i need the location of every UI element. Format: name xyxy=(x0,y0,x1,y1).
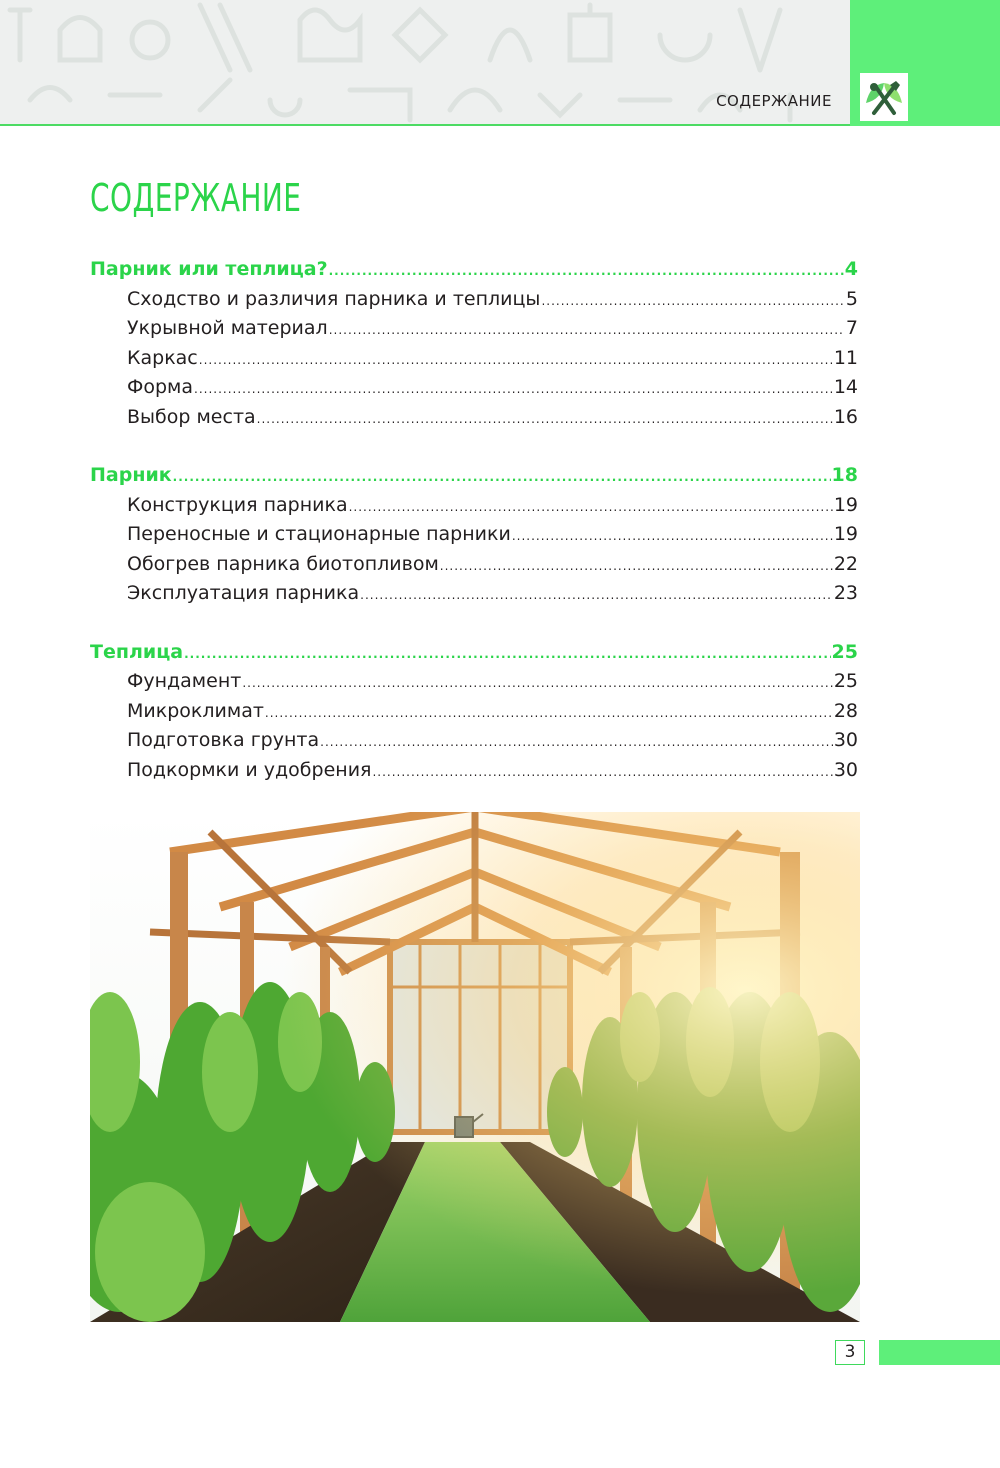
toc-heading[interactable] xyxy=(90,461,858,491)
toc-heading[interactable] xyxy=(90,638,858,668)
greenhouse-illustration xyxy=(90,812,860,1322)
toc-heading-page: 18 xyxy=(831,464,858,486)
toc-item-title: Выбор места xyxy=(127,405,256,428)
toc-item-title: Подготовка грунта xyxy=(127,729,320,751)
toc-item[interactable] xyxy=(90,373,858,403)
toc-item-page: 30 xyxy=(833,729,858,751)
footer-accent-bar xyxy=(879,1340,1000,1365)
dot-leader xyxy=(242,669,832,699)
toc-heading-title: Парник или теплица? xyxy=(90,258,328,280)
dot-leader xyxy=(440,552,833,582)
dot-leader xyxy=(257,405,833,435)
toc-item-page: 30 xyxy=(833,758,858,781)
dot-leader xyxy=(194,375,833,405)
dot-leader xyxy=(512,522,833,552)
toc-item-page: 5 xyxy=(845,287,858,310)
toc-item[interactable] xyxy=(90,697,858,727)
dot-leader xyxy=(372,758,832,788)
garden-tools-icon xyxy=(860,73,908,121)
toc-item-page: 22 xyxy=(833,552,858,575)
toc-item-title: Конструкция парника xyxy=(127,493,348,516)
dot-leader xyxy=(265,699,833,729)
toc-item-title: Переносные и стационарные парники xyxy=(127,523,511,545)
toc-section xyxy=(90,461,858,609)
toc-item-page: 14 xyxy=(833,376,858,398)
toc-heading[interactable] xyxy=(90,255,858,285)
toc-item-page: 19 xyxy=(833,523,858,545)
toc-item-title: Обогрев парника биотопливом xyxy=(127,552,439,575)
dot-leader xyxy=(329,316,845,346)
toc-item[interactable] xyxy=(90,520,858,550)
toc-item[interactable] xyxy=(90,314,858,344)
toc-item-page: 7 xyxy=(845,317,858,339)
dot-leader xyxy=(199,346,833,376)
toc-item-title: Подкормки и удобрения xyxy=(127,758,372,781)
toc-item[interactable] xyxy=(90,550,858,580)
page-number: 3 xyxy=(835,1340,865,1365)
toc-item[interactable] xyxy=(90,285,858,315)
toc-item-page: 11 xyxy=(833,346,858,369)
greenhouse-photo xyxy=(90,812,860,1322)
dot-leader xyxy=(360,581,833,611)
toc-section xyxy=(90,638,858,786)
toc-item-title: Сходство и различия парника и теплицы xyxy=(127,287,541,310)
toc-item[interactable] xyxy=(90,403,858,433)
dot-leader xyxy=(329,257,844,287)
toc-heading-title: Теплица xyxy=(90,640,184,663)
toc-item[interactable] xyxy=(90,579,858,609)
dot-leader xyxy=(184,640,830,670)
toc-item-title: Эксплуатация парника xyxy=(127,582,360,604)
dot-leader xyxy=(173,463,831,493)
dot-leader xyxy=(320,728,833,758)
dot-leader xyxy=(541,287,844,317)
toc-item-page: 23 xyxy=(833,582,858,604)
toc-item-page: 28 xyxy=(833,699,858,722)
toc-item[interactable] xyxy=(90,756,858,786)
toc-heading-page: 4 xyxy=(844,258,858,280)
dot-leader xyxy=(349,493,833,523)
toc-item-title: Форма xyxy=(127,376,194,398)
header-section-label: СОДЕРЖАНИЕ xyxy=(716,92,832,110)
toc-item[interactable] xyxy=(90,667,858,697)
toc-section xyxy=(90,255,858,432)
toc-item[interactable] xyxy=(90,491,858,521)
toc-item-page: 19 xyxy=(833,493,858,516)
toc-item-page: 16 xyxy=(833,405,858,428)
toc-item[interactable] xyxy=(90,344,858,374)
toc-heading-title: Парник xyxy=(90,464,172,486)
table-of-contents xyxy=(90,255,858,814)
toc-item-page: 25 xyxy=(833,670,858,692)
toc-item-title: Укрывной материал xyxy=(127,317,328,339)
toc-heading-page: 25 xyxy=(831,640,858,663)
toc-item-title: Фундамент xyxy=(127,670,242,692)
toc-item-title: Каркас xyxy=(127,346,198,369)
page-title: СОДЕРЖАНИЕ xyxy=(90,176,302,220)
toc-item-title: Микроклимат xyxy=(127,699,264,722)
page-header xyxy=(0,0,850,126)
toc-item[interactable] xyxy=(90,726,858,756)
